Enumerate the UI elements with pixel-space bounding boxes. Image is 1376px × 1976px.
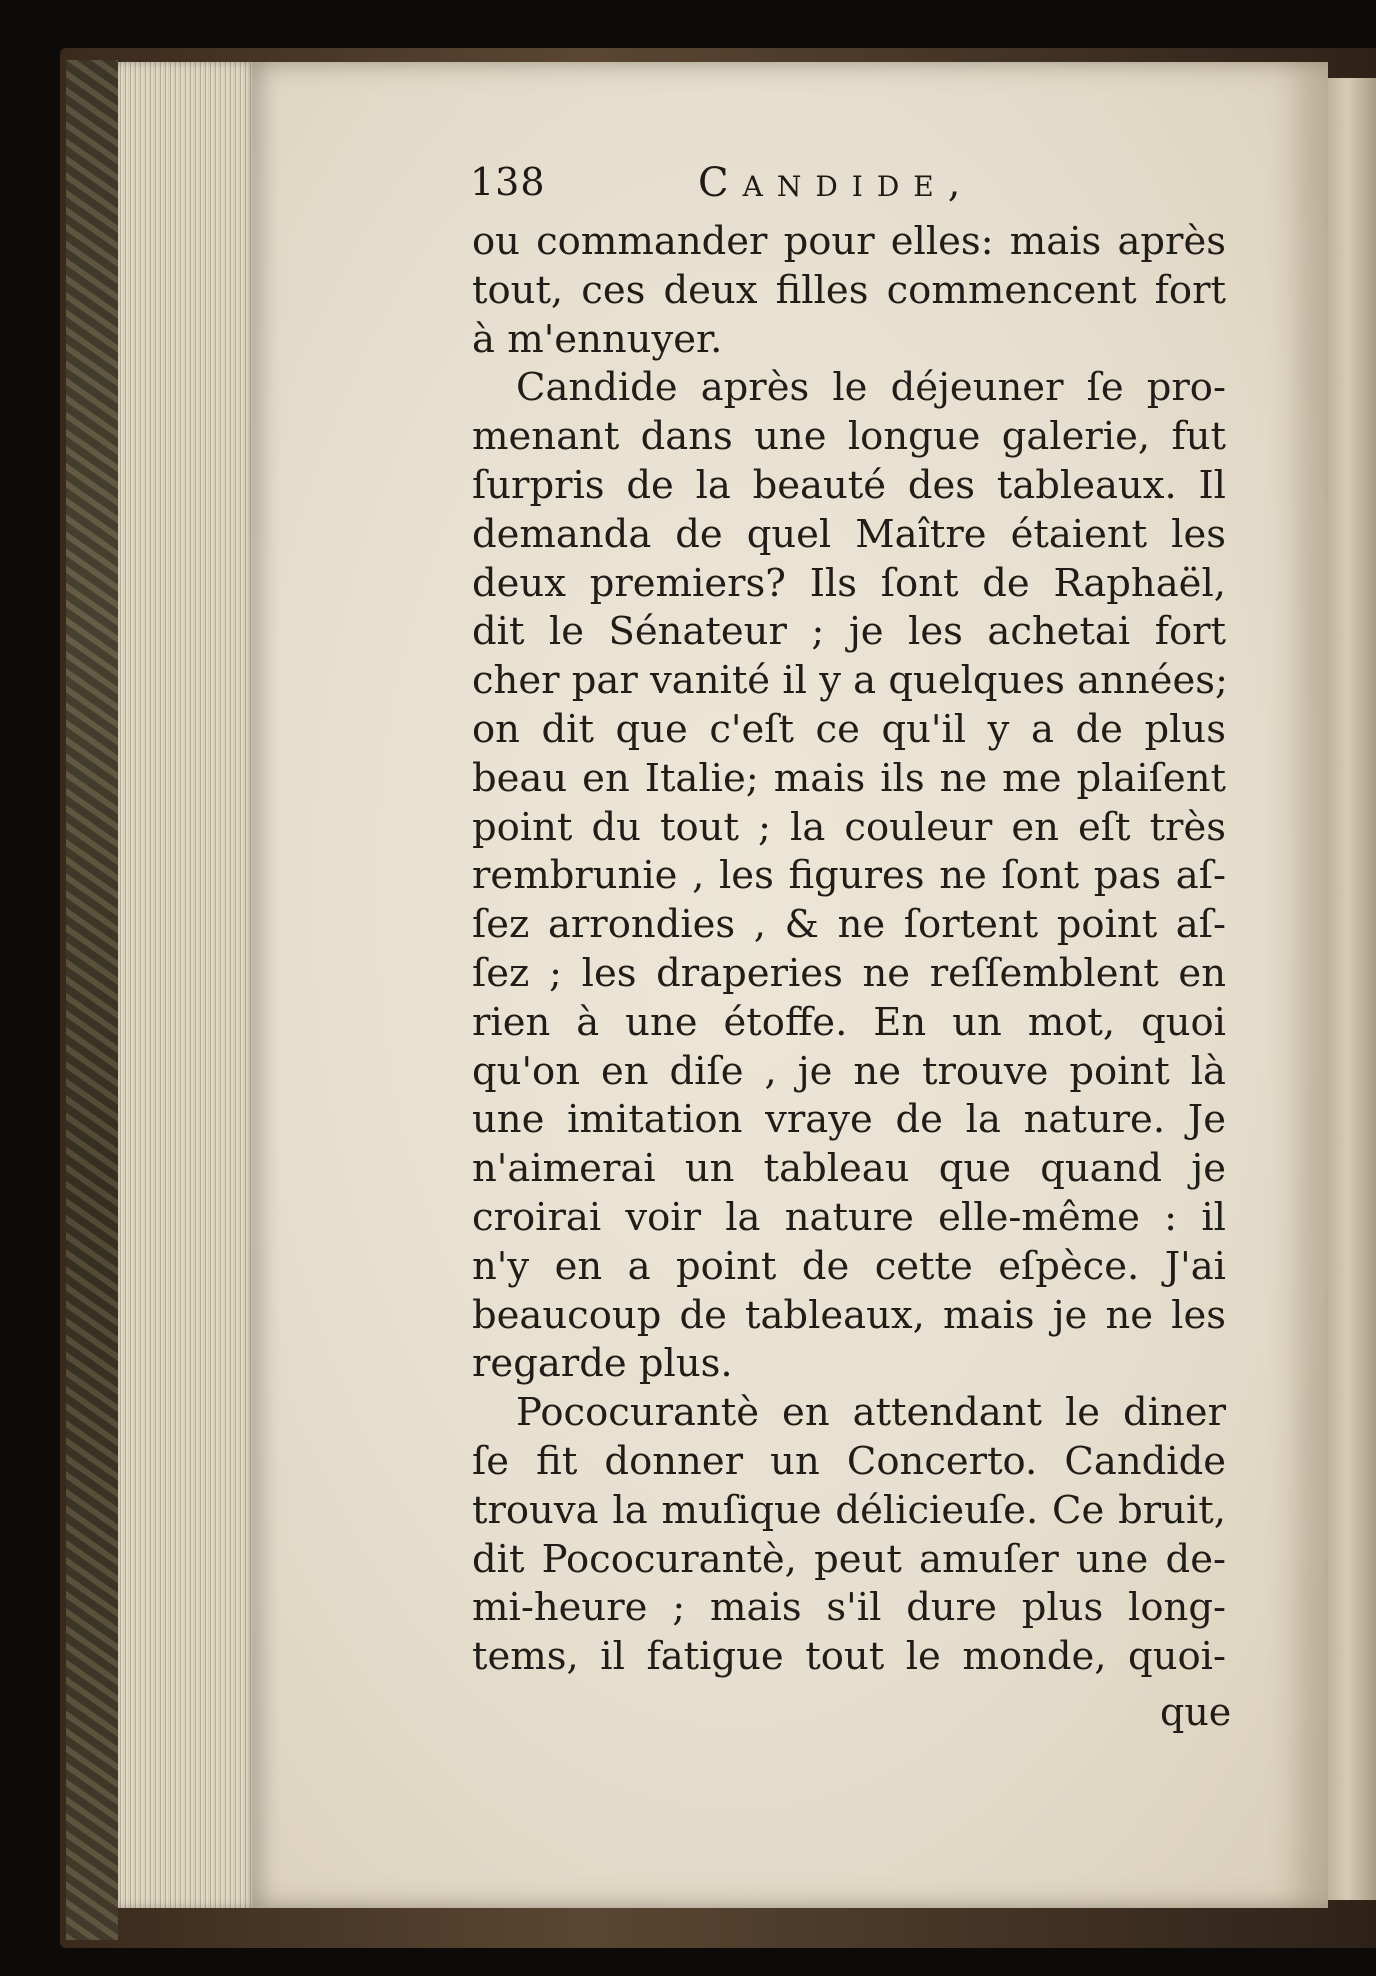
text-line: n'y en a point de cette eſpèce. J'ai: [472, 1243, 1226, 1289]
page-number: 138: [470, 160, 546, 204]
text-line: tout, ces deux filles commencent fort: [472, 267, 1226, 313]
text-line: rien à une étoffe. En un mot, quoi: [472, 999, 1226, 1045]
text-line: n'aimerai un tableau que quand je: [472, 1146, 1226, 1192]
text-line: dit le Sénateur ; je les achetai fort: [472, 609, 1226, 655]
text-line: mi-heure ; mais s'il dure plus long-: [472, 1585, 1226, 1631]
text-line: point du tout ; la couleur en eſt très: [472, 804, 1226, 850]
text-line: ſez ; les draperies ne reſſemblent en: [472, 950, 1226, 996]
text-line: deux premiers? Ils ſont de Raphaël,: [472, 560, 1226, 606]
text-line: croirai voir la nature elle-même : il: [472, 1194, 1226, 1240]
text-line: ſez arrondies , & ne ſortent point aſ-: [472, 902, 1226, 948]
text-line: Pococurantè en attendant le diner: [516, 1390, 1226, 1436]
text-line: ou commander pour elles: mais après: [472, 219, 1226, 264]
text-line: à m'ennuyer.: [472, 316, 723, 362]
text-line: rembrunie , les figures ne ſont pas aſ-: [472, 853, 1226, 899]
text-line: cher par vanité il y a quelques années;: [472, 658, 1228, 704]
text-line: tems, il fatigue tout le monde, quoi-: [472, 1634, 1226, 1680]
text-line: qu'on en diſe , je ne trouve point là: [472, 1048, 1226, 1094]
text-line: beaucoup de tableaux, mais je ne les: [472, 1292, 1226, 1338]
text-line: ſe fit donner un Concerto. Candide: [472, 1438, 1226, 1484]
book-title: Candide,: [698, 160, 975, 206]
text-line: menant dans une longue galerie, fut: [472, 414, 1226, 460]
body-text: [472, 218, 1226, 1682]
text-line: regarde plus.: [472, 1341, 733, 1387]
facing-page-edge: [1328, 78, 1376, 1900]
marbled-cover-edge: [66, 60, 118, 1940]
text-line: Candide après le déjeuner ſe pro-: [516, 365, 1226, 411]
text-line: une imitation vraye de la nature. Je: [472, 1097, 1226, 1143]
text-line: ſurpris de la beauté des tableaux. Il: [472, 462, 1226, 508]
text-line: dit Pococurantè, peut amuſer une de-: [472, 1536, 1226, 1582]
text-line: beau en Italie; mais ils ne me plaiſent: [472, 755, 1226, 801]
running-head: [470, 160, 1080, 220]
text-line: demanda de quel Maître étaient les: [472, 511, 1226, 557]
text-line: trouva la muſique délicieuſe. Ce bruit,: [472, 1487, 1226, 1533]
catchword: que: [1160, 1690, 1232, 1734]
page-edges: [118, 62, 258, 1908]
text-line: on dit que c'eſt ce qu'il y a de plus: [472, 706, 1226, 752]
